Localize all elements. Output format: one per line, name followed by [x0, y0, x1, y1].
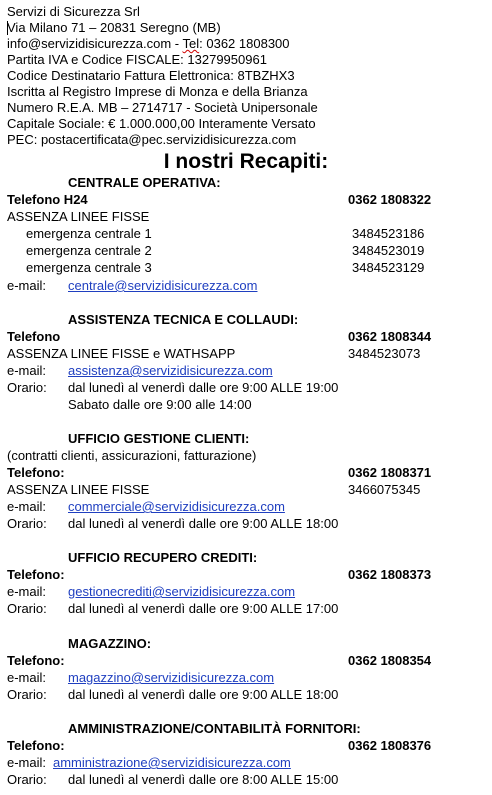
amministrazione-tel-number: 0362 1808376	[348, 738, 432, 753]
emergenza-number-2: 3484523019	[352, 243, 425, 258]
company-pec: PEC: postacertificata@pec.servizidisicurezza.com	[7, 132, 297, 147]
amministrazione-tel-label: Telefono:	[7, 738, 65, 753]
clienti-tel-number: 0362 1808371	[348, 465, 432, 480]
company-register: Iscritta al Registro Imprese di Monza e della Brianza	[7, 84, 308, 99]
clienti-note: ASSENZA LINEE FISSE	[7, 482, 150, 497]
magazzino-tel-label: Telefono:	[7, 653, 65, 668]
centrale-note: ASSENZA LINEE FISSE	[7, 209, 150, 224]
company-name: Servizi di Sicurezza Srl	[7, 4, 140, 19]
magazzino-email-link[interactable]: magazzino@servizidisicurezza.com	[68, 670, 275, 685]
company-sdi-code: Codice Destinatario Fattura Elettronica: 8TBZHX3	[7, 68, 295, 83]
centrale-email-link[interactable]: centrale@servizidisicurezza.com	[68, 278, 258, 293]
amministrazione-email-link[interactable]: amministrazione@servizidisicurezza.com	[53, 755, 291, 770]
crediti-tel-label: Telefono:	[7, 567, 65, 582]
emergenza-number-1: 3484523186	[352, 226, 425, 241]
centrale-tel-number: 0362 1808322	[348, 192, 432, 207]
section-heading-assistenza: ASSISTENZA TECNICA E COLLAUDI:	[68, 312, 299, 327]
crediti-email-label: e-mail:	[7, 584, 47, 599]
emergenza-label-3: emergenza centrale 3	[26, 260, 152, 275]
company-tel-word: Tel	[182, 36, 200, 51]
crediti-orario-label: Orario:	[7, 601, 47, 616]
assistenza-email-label: e-mail:	[7, 363, 47, 378]
company-address: Via Milano 71 – 20831 Seregno (MB)	[7, 20, 221, 35]
company-rea: Numero R.E.A. MB – 2714717 - Società Unipersonale	[7, 100, 318, 115]
amministrazione-orario: dal lunedì al venerdì dalle ore 8:00 ALLE 15:00	[68, 772, 339, 787]
page-title: I nostri Recapiti:	[163, 150, 329, 173]
clienti-note-number: 3466075345	[348, 482, 421, 497]
emergenza-label-2: emergenza centrale 2	[26, 243, 152, 258]
amministrazione-email-label: e-mail:	[7, 755, 47, 770]
section-heading-amministrazione: AMMINISTRAZIONE/CONTABILITÀ FORNITORI:	[68, 721, 361, 736]
company-info-email: info@servizidisicurezza.com -	[7, 36, 183, 51]
company-tel-number: : 0362 1808300	[199, 36, 290, 51]
clienti-tel-label: Telefono:	[7, 465, 65, 480]
emergenza-number-3: 3484523129	[352, 260, 425, 275]
crediti-orario: dal lunedì al venerdì dalle ore 9:00 ALLE 17:00	[68, 601, 339, 616]
assistenza-orario-sabato: Sabato dalle ore 9:00 alle 14:00	[68, 397, 252, 412]
assistenza-tel-label: Telefono	[7, 329, 61, 344]
assistenza-note: ASSENZA LINEE FISSE e WATHSAPP	[7, 346, 236, 361]
assistenza-note-number: 3484523073	[348, 346, 421, 361]
company-vat: Partita IVA e Codice FISCALE: 13279950961	[7, 52, 267, 67]
magazzino-email-label: e-mail:	[7, 670, 47, 685]
crediti-email-link[interactable]: gestionecrediti@servizidisicurezza.com	[68, 584, 296, 599]
section-heading-crediti: UFFICIO RECUPERO CREDITI:	[68, 550, 258, 565]
assistenza-orario: dal lunedì al venerdì dalle ore 9:00 ALLE 19:00	[68, 380, 339, 395]
amministrazione-orario-label: Orario:	[7, 772, 47, 787]
section-heading-magazzino: MAGAZZINO:	[68, 636, 152, 651]
magazzino-tel-number: 0362 1808354	[348, 653, 432, 668]
emergenza-label-1: emergenza centrale 1	[26, 226, 152, 241]
company-capital: Capitale Sociale: € 1.000.000,00 Interamente Versato	[7, 116, 316, 131]
assistenza-orario-label: Orario:	[7, 380, 47, 395]
magazzino-orario-label: Orario:	[7, 687, 47, 702]
magazzino-orario: dal lunedì al venerdì dalle ore 9:00 ALLE 18:00	[68, 687, 339, 702]
assistenza-email-link[interactable]: assistenza@servizidisicurezza.com	[68, 363, 273, 378]
company-info-line	[7, 36, 290, 52]
assistenza-tel-number: 0362 1808344	[348, 329, 432, 344]
clienti-orario: dal lunedì al venerdì dalle ore 9:00 ALLE 18:00	[68, 516, 339, 531]
section-heading-centrale: CENTRALE OPERATIVA:	[68, 175, 221, 190]
clienti-subtitle: (contratti clienti, assicurazioni, fatturazione)	[7, 448, 257, 463]
section-heading-clienti: UFFICIO GESTIONE CLIENTI:	[68, 431, 250, 446]
crediti-tel-number: 0362 1808373	[348, 567, 432, 582]
centrale-email-label: e-mail:	[7, 278, 47, 293]
clienti-email-link[interactable]: commerciale@servizidisicurezza.com	[68, 499, 285, 514]
clienti-orario-label: Orario:	[7, 516, 47, 531]
clienti-email-label: e-mail:	[7, 499, 47, 514]
centrale-tel-label: Telefono H24	[7, 192, 88, 207]
